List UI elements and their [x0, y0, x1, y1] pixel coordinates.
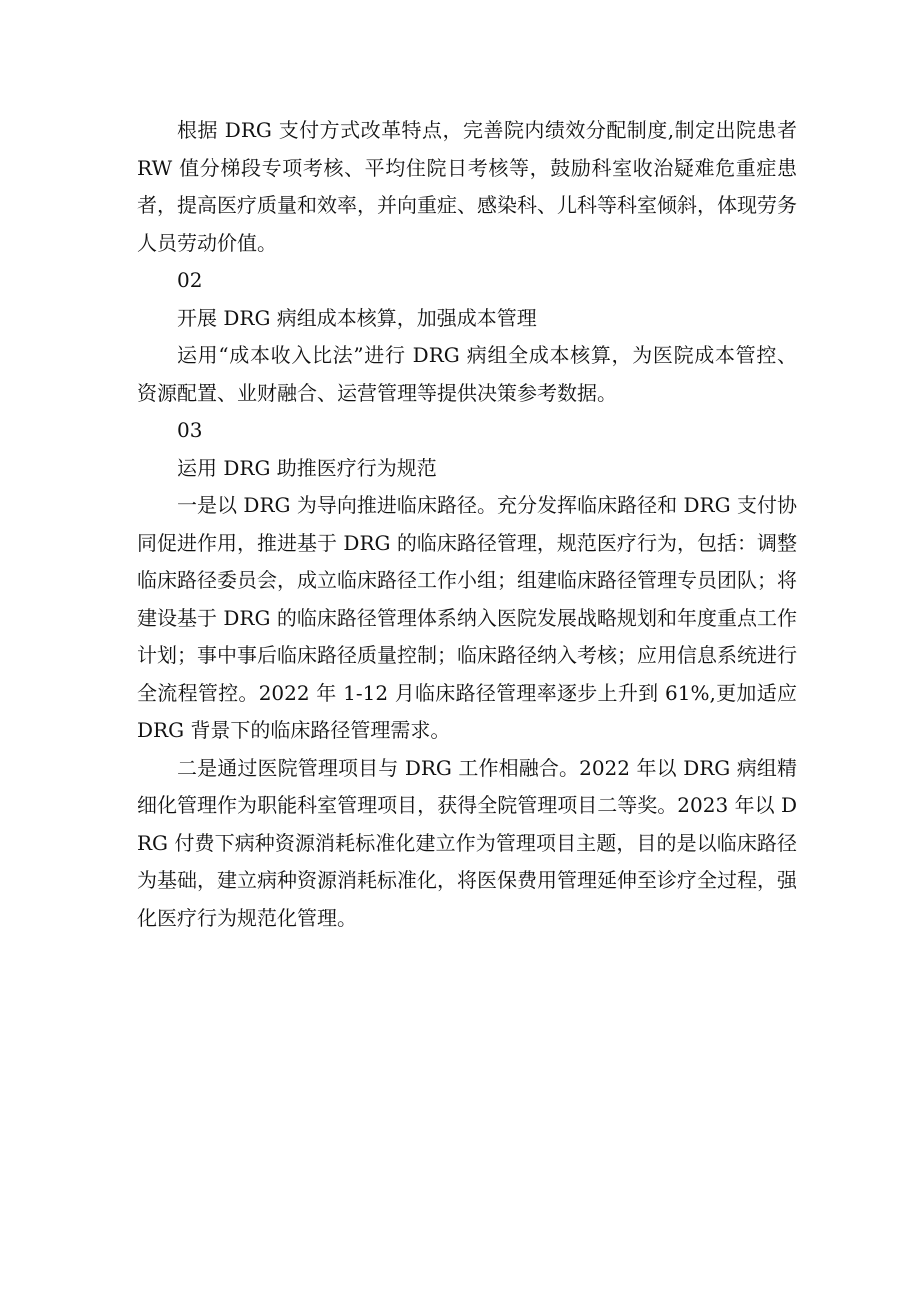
section-heading-medical-behavior: 运用 DRG 助推医疗行为规范 [177, 455, 437, 480]
paragraph-performance-distribution: 根据 DRG 支付方式改革特点，完善院内绩效分配制度,制定出院患者 RW 值分梯段专项考核、平均住院日考核等，鼓励科室收治疑难危重症患者，提高医疗质量和效率，并向重症、感染科、儿科等科室倾斜，体现劳务人员劳动价值。 [137, 118, 797, 255]
section-number-02: 02 [177, 268, 203, 292]
document-body [137, 112, 797, 937]
section-number-03: 03 [177, 418, 203, 442]
section-heading-cost-accounting: 开展 DRG 病组成本核算，加强成本管理 [177, 305, 537, 330]
paragraph-clinical-pathway: 一是以 DRG 为导向推进临床路径。充分发挥临床路径和 DRG 支付协同促进作用，推进基于 DRG 的临床路径管理，规范医疗行为，包括：调整临床路径委员会，成立临床路径工作小组；组建临床路径管理专员团队；将建设基于 DRG 的临床路径管理体系纳入医院发展战略规划和年度重点工作计划；事中事后临床路径质量控制；临床路径纳入考核；应用信息系统进行全流程管控。2022 年 1-12 月临床路径管理率逐步上升到 61%,更加适应 DRG 背景下的临床路径管理需求。 [137, 493, 797, 742]
paragraph-cost-revenue-method: 运用“成本收入比法”进行 DRG 病组全成本核算，为医院成本管控、资源配置、业财融合、运营管理等提供决策参考数据。 [137, 343, 797, 405]
paragraph-management-project: 二是通过医院管理项目与 DRG 工作相融合。2022 年以 DRG 病组精细化管理作为职能科室管理项目，获得全院管理项目二等奖。2023 年以 DRG 付费下病种资源消耗标准化建立作为管理项目主题，目的是以临床路径为基础，建立病种资源消耗标准化，将医保费用管理延伸至诊疗全过程，强化医疗行为规范化管理。 [137, 755, 797, 930]
